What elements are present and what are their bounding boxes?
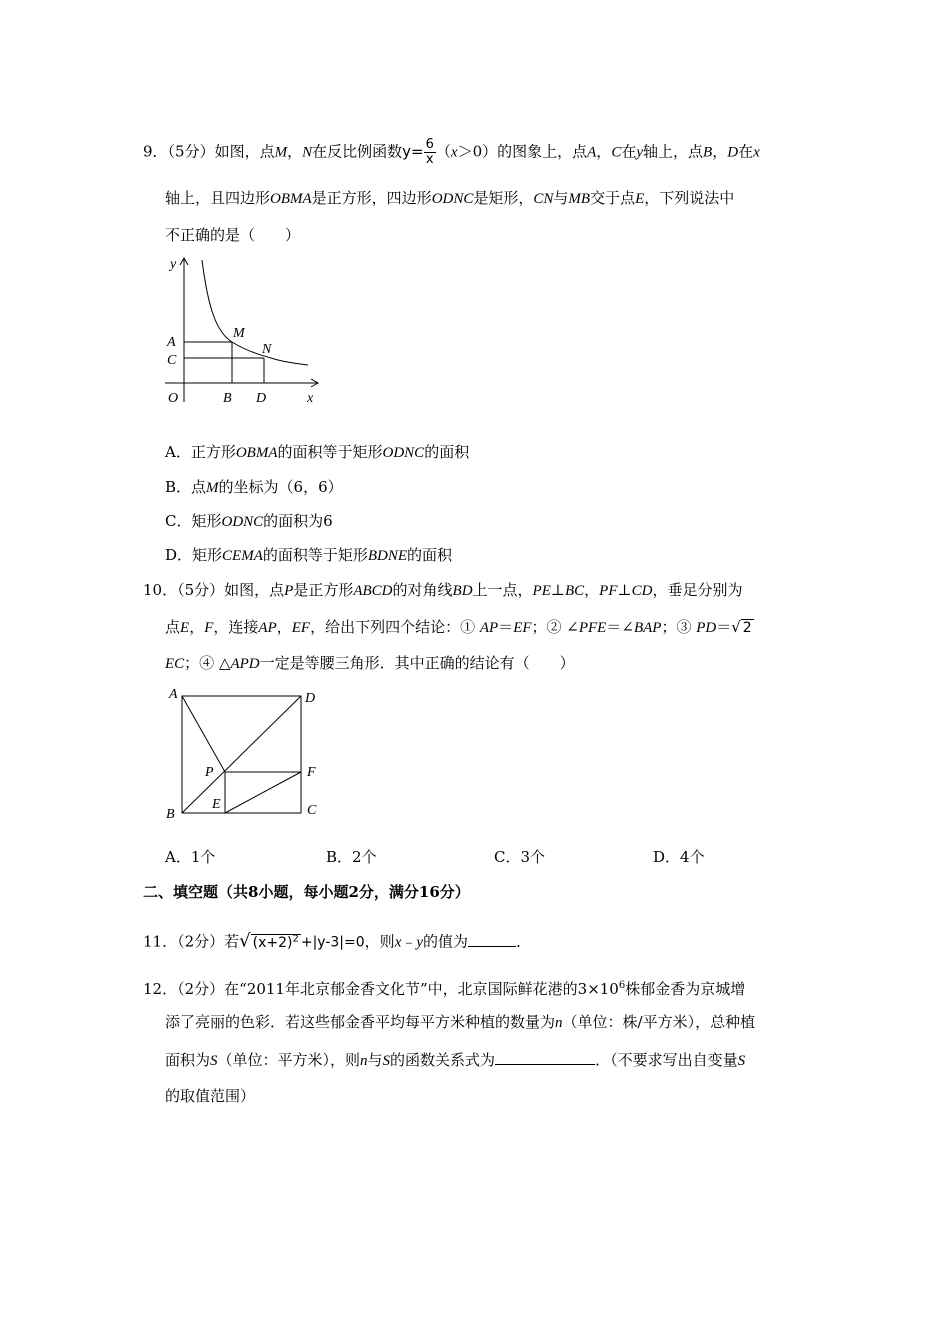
- label-D: D: [256, 391, 267, 406]
- q10-option-b[interactable]: B．2个: [326, 848, 377, 866]
- q12-line-1: 12．（2分）在“2011年北京郁金香文化节”中，北京国际鲜花港的$3\times 10^6$株郁金香为京城增: [143, 980, 746, 998]
- q9-line-1: 9．（5分）如图，点M，N在反比例函数y= $\frac{6}{x}$ （x＞0）的图象上，点A，C在y轴上，点B，D在x: [143, 137, 760, 167]
- q12-line-3: 面积为S（单位：平方米），则n与S的函数关系式为 ．（不要求写出自变量S: [165, 1051, 746, 1069]
- q9-option-c[interactable]: C．矩形ODNC的面积为6: [165, 512, 333, 530]
- label-M: M: [233, 326, 245, 341]
- radicand: $(x+2)^2$: [252, 933, 299, 951]
- answer-blank[interactable]: [468, 932, 516, 947]
- segment-AP: [182, 696, 225, 772]
- answer-blank[interactable]: [495, 1050, 595, 1065]
- hyperbola-curve: [202, 260, 308, 365]
- label-E: E: [212, 797, 221, 812]
- label-C: C: [167, 353, 177, 368]
- label-D: D: [305, 691, 316, 706]
- label-A: A: [167, 335, 176, 350]
- q9-option-a[interactable]: A．正方形OBMA的面积等于矩形ODNC的面积: [165, 443, 470, 461]
- q12-line-2: 添了亮丽的色彩．若这些郁金香平均每平方米种植的数量为n（单位：株/平方米），总种植: [165, 1013, 756, 1031]
- label-A: A: [169, 687, 178, 702]
- q11-line: 11．（2分）若√ $(x+2)^2 +|y-3|=0$，则x﹣y的值为 ．: [143, 930, 532, 952]
- q10-option-d[interactable]: D．4个: [653, 848, 705, 866]
- section-heading: 二、填空题（共8小题，每小题2分，满分16分）: [143, 883, 470, 901]
- function-y: y=: [402, 142, 424, 161]
- label-P: P: [205, 765, 214, 780]
- q10-line-1: 10．（5分）如图，点P是正方形ABCD的对角线BD上一点，PE⊥BC，PF⊥CD，垂足分别为: [143, 581, 743, 599]
- label-B: B: [166, 807, 175, 822]
- q10-option-a[interactable]: A．1个: [165, 848, 216, 866]
- q10-figure: [160, 684, 330, 824]
- q9-line-2: 轴上，且四边形OBMA是正方形，四边形ODNC是矩形，CN与MB交于点E，下列说法中: [165, 189, 735, 207]
- q9-option-d[interactable]: D．矩形CEMA的面积等于矩形BDNE的面积: [165, 546, 453, 564]
- label-C: C: [307, 803, 317, 818]
- q9-figure: [160, 252, 330, 412]
- q9-option-b[interactable]: B．点M的坐标为（6，6）: [165, 478, 343, 496]
- segment-EF: [225, 772, 301, 813]
- q10-line-2: 点E，F，连接AP，EF，给出下列四个结论：① AP＝EF；② ∠PFE＝∠BAP；③ PD＝√ 2: [165, 618, 752, 636]
- q12-line-4: 的取值范围）: [165, 1087, 256, 1105]
- q9-line-3: 不正确的是（ ）: [165, 226, 301, 244]
- q10-option-c[interactable]: C．3个: [494, 848, 546, 866]
- label-O: O: [168, 391, 179, 406]
- label-x: x: [307, 391, 314, 406]
- label-y: y: [170, 257, 177, 272]
- diagonal-BD: [182, 696, 301, 813]
- label-B: B: [223, 391, 232, 406]
- sqrt-symbol: √: [239, 930, 251, 952]
- fraction-6-over-x: $\frac{6}{x}$: [425, 137, 434, 167]
- label-N: N: [262, 342, 272, 357]
- label-F: F: [307, 765, 316, 780]
- q10-line-3: EC；④ △APD一定是等腰三角形．其中正确的结论有（ ）: [165, 654, 575, 672]
